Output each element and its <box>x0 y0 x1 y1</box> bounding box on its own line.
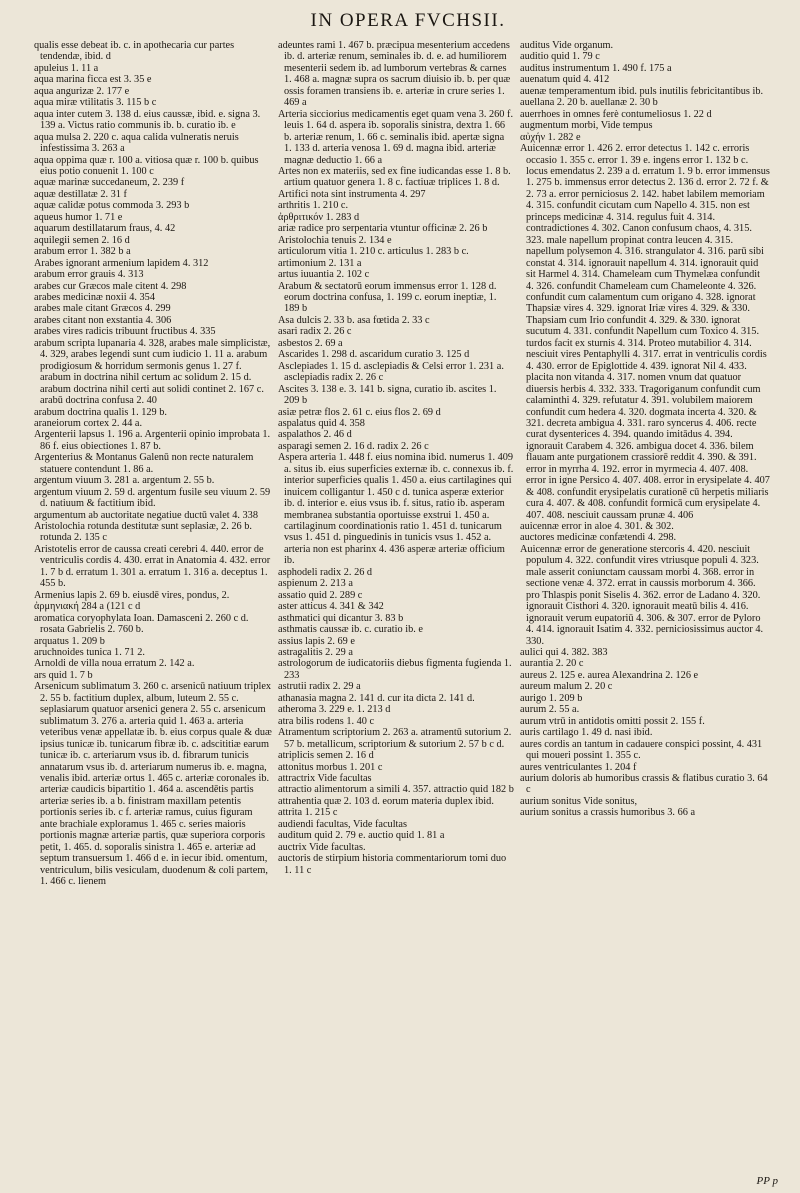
index-entry: aurium sonitus a crassis humoribus 3. 66 a <box>520 807 696 819</box>
index-entry: assius lapis 2. 69 e <box>278 635 355 647</box>
index-entry: auris cartilago 1. 49 d. nasi ibid. <box>520 727 653 739</box>
index-entry: aurum vtrū in antidotis omitti possit 2. 155 f. <box>520 715 705 727</box>
index-entry: aqua oppima quæ r. 100 a. vitiosa quæ r. 100 b. quibus eius potio conuenit 1. 100 c <box>34 154 259 177</box>
index-entry: auctores medicinæ confætendi 4. 298. <box>520 532 677 544</box>
index-entry: arabum doctrina qualis 1. 129 b. <box>34 406 167 418</box>
index-entry: asari radix 2. 26 c <box>278 326 352 338</box>
index-entry: Auicennæ error de generatione stercoris 4. 420. nesciuit populum 4. 322. confundit vires vtriusque populi 4. 323. male asserit coniunctam caussam morbi 4. 368. error in sectione venæ 4. 372. errat in caussis morborum 4. 366. pro Thlaspis ponit Siselis 4. 362. error de Ladano 4. 320. ignorauit Cisthori 4. 320. ignorauit meatū bilis 4. 416. ignorauit verum eupatoriū 4. 306. & 307. error de Pyloro 4. 414. ignorauit Isatim 4. 332. perniciosissimus auctor 4. 330. <box>520 543 764 647</box>
index-entry: asphodeli radix 2. 26 d <box>278 566 373 578</box>
index-entry: Aspera arteria 1. 448 f. eius nomina ibid. numerus 1. 409 a. situs ib. eius superficies externæ ib. c. connexus ib. f. interior superficies qualis 1. 450 a. eius cartilagines qui inuicem colligantur 1. 450 c d. tunica asperæ exterior ib. d. interior e. eius vsus ib. f. situs, ratio ib. asperam membranea substantia oportuisse exstrui 1. 450 a. cartilaginum coordinationis ratio 1. 451 d. tunicarum vsus 1. 451 d. pinguedinis in tunicis vsus 1. 452 a. arteria non est pharinx 4. 436 asperæ arteriæ officium ib. <box>278 452 514 567</box>
index-entry: athanasia magna 2. 141 d. cur ita dicta 2. 141 d. <box>278 692 475 704</box>
index-entry: audiendi facultas, Vide facultas <box>278 818 407 830</box>
index-entry: asiæ petræ flos 2. 61 c. eius flos 2. 69 d <box>278 406 441 418</box>
index-entry: ἀρθριτικόν 1. 283 d <box>278 211 360 223</box>
index-entry: aromatica coryophylata Ioan. Damasceni 2. 260 c d. rosata Gabrielis 2. 760 b. <box>34 612 249 636</box>
index-entry: Arnoldi de villa noua erratum 2. 142 a. <box>34 658 195 670</box>
index-entry: arabes citant non exstantia 4. 306 <box>34 314 172 326</box>
signature-mark: PP p <box>756 1175 778 1187</box>
index-entry: aqua mulsa 2. 220 c. aqua calida vulneratis neruis infestissima 3. 263 a <box>34 131 239 155</box>
index-columns <box>34 40 782 1168</box>
index-entry: Artes non ex materiis, sed ex fine iudicandas esse 1. 8 b. artium quatuor genera 1. 8 c. factiuæ triplices 1. 8 d. <box>278 165 511 189</box>
index-entry: argumentum ab auctoritate negatiue ductū valet 4. 338 <box>34 509 258 521</box>
index-entry: Armenius lapis 2. 69 b. eiusdē vires, pondus, 2. <box>34 589 230 601</box>
index-entry: auicennæ error in aloe 4. 301. & 302. <box>520 521 674 533</box>
index-entry: aqua angurizæ 2. 177 e <box>34 85 130 97</box>
index-entry: auditus Vide organum. <box>520 40 614 51</box>
index-entry: aqua miræ vtilitatis 3. 115 b c <box>34 97 157 109</box>
index-entry: Ascarides 1. 298 d. ascaridum curatio 3. 125 d <box>278 349 470 361</box>
index-entry: auctrix Vide facultas. <box>278 841 366 853</box>
index-entry: Atramentum scriptorium 2. 263 a. atramentū sutorium 2. 57 b. metallicum, scriptorium & sutorium 2. 57 b c d. <box>278 727 512 750</box>
index-entry: attonitus morbus 1. 201 c <box>278 761 383 773</box>
index-entry: auditio quid 1. 79 c <box>520 51 600 63</box>
index-entry: aquæ destillatæ 2. 31 f <box>34 188 127 200</box>
index-entry: ariæ radice pro serpentaria vtuntur officinæ 2. 26 b <box>278 223 488 235</box>
index-entry: atriplicis semen 2. 16 d <box>278 750 374 762</box>
index-entry: Arabes ignorant armenium lapidem 4. 312 <box>34 257 209 269</box>
index-entry: argentum viuum 2. 59 d. argentum fusile seu viuum 2. 59 d. natiuum & factitium ibid. <box>34 486 271 510</box>
index-entry: auctoris de stirpium historia commentariorum tomi duo 1. 11 c <box>278 853 507 876</box>
index-entry: atheroma 3. 229 e. 1. 213 d <box>278 704 391 716</box>
index-entry: arabum error 1. 382 b a <box>34 246 131 258</box>
index-entry: aspalathos 2. 46 d <box>278 429 352 441</box>
index-entry: asbestos 2. 69 a <box>278 337 343 349</box>
index-entry: aurantia 2. 20 c <box>520 658 584 670</box>
index-entry: Arabum & sectatorū eorum immensus error 1. 128 d. eorum doctrina confusa, 1. 199 c. eorum ineptiæ, 1. 189 b <box>278 280 497 315</box>
index-entry: aquæ marinæ succedaneum, 2. 239 f <box>34 177 185 189</box>
index-entry: qualis esse debeat ib. c. in apothecaria cur partes tendendæ, ibid. d <box>34 40 235 63</box>
index-entry: arthritis 1. 210 c. <box>278 200 349 212</box>
index-entry: auellana 2. 20 b. auellanæ 2. 30 b <box>520 97 658 109</box>
index-entry: attrahentia quæ 2. 103 d. eorum materia duplex ibid. <box>278 795 494 807</box>
index-entry: asparagi semen 2. 16 d. radix 2. 26 c <box>278 440 429 452</box>
index-entry: attractio alimentorum a simili 4. 357. attractio quid 182 b <box>278 784 514 796</box>
index-entry: Artifici nota sint instrumenta 4. 297 <box>278 188 426 200</box>
index-entry: Aristolochia tenuis 2. 134 e <box>278 234 392 246</box>
index-entry: attrita 1. 215 c <box>278 807 338 819</box>
index-entry: attractrix Vide facultas <box>278 773 372 784</box>
index-entry: arabes male citant Græcos 4. 299 <box>34 303 171 315</box>
index-entry: arabes vires radicis tribuunt fructibus 4. 335 <box>34 326 216 338</box>
index-entry: auditus instrumentum 1. 490 f. 175 a <box>520 62 672 74</box>
index-column-2 <box>278 40 514 1168</box>
index-entry: auditum quid 2. 79 e. auctio quid 1. 81 a <box>278 830 445 842</box>
index-entry: aureum malum 2. 20 c <box>520 681 613 693</box>
index-entry: aqueus humor 1. 71 e <box>34 211 123 223</box>
index-entry: Ascites 3. 138 e. 3. 141 b. signa, curatio ib. ascites 1. 209 b <box>278 383 497 407</box>
index-entry: aurum 2. 55 a. <box>520 704 580 716</box>
index-entry: arabum error grauis 4. 313 <box>34 269 144 281</box>
index-entry: aqua marina ficca est 3. 35 e <box>34 74 152 86</box>
index-entry: αὐχήν 1. 282 e <box>520 131 581 143</box>
index-entry: assatio quid 2. 289 c <box>278 589 363 601</box>
index-entry: astrologorum de iudicatoriis diebus figmenta fugienda 1. 233 <box>278 658 512 681</box>
index-column-3 <box>520 40 770 1168</box>
index-entry: aster atticus 4. 341 & 342 <box>278 601 384 613</box>
index-entry: aurium sonitus Vide sonitus, <box>520 795 638 807</box>
index-entry: argentum viuum 3. 281 a. argentum 2. 55 b. <box>34 475 215 487</box>
index-entry: asthmatis caussæ ib. c. curatio ib. e <box>278 624 423 636</box>
index-entry: adeuntes rami 1. 467 b. præcipua mesenterium accedens ib. d. arteriæ renum, seminales ib. d. e. ad humiliorem mesenterii sedem ib. ad lumborum vertebras & carnes 1. 468 a. magnæ supra os sacrum diuisio ib. b. per quæ ossis foramen transiens ib. e. arteriæ in crure series 1. 469 a <box>278 40 511 109</box>
index-entry: astragalitis 2. 29 a <box>278 647 353 659</box>
index-entry: artus iuuantia 2. 102 c <box>278 269 370 281</box>
index-entry: ἀρμηνιακή 284 a (121 c d <box>34 601 141 613</box>
index-entry: aquæ calidæ potus commoda 3. 293 b <box>34 200 190 212</box>
index-entry: artimonium 2. 131 a <box>278 257 362 269</box>
index-entry: Aristotelis error de caussa creati cerebri 4. 440. error de ventriculis cordis 4. 430. errat in Anatomia 4. 432. error 1. 7 b d. erratum 1. 301 a. erratum 1. 316 a. deceptus 1. 455 b. <box>34 543 271 590</box>
index-entry: aures ventriculantes 1. 204 f <box>520 761 637 773</box>
index-entry: aulici qui 4. 382. 383 <box>520 647 608 659</box>
index-entry: Asa dulcis 2. 33 b. asa fœtida 2. 33 c <box>278 314 430 326</box>
index-column-1 <box>34 40 272 1168</box>
index-entry: Aristolochia rotunda destitutæ sunt seplasiæ, 2. 26 b. rotunda 2. 135 c <box>34 521 252 544</box>
index-entry: Argenterius & Montanus Galenū non recte naturalem statuere contendunt 1. 86 a. <box>34 452 254 475</box>
index-entry: aurigo 1. 209 b <box>520 692 583 704</box>
index-entry: auenæ temperamentum ibid. puls inutilis febricitantibus ib. <box>520 85 764 97</box>
index-entry: araneiorum cortex 2. 44 a. <box>34 417 143 429</box>
index-entry: aspalatus quid 4. 358 <box>278 417 365 429</box>
index-entry: Asclepiades 1. 15 d. asclepiadis & Celsi error 1. 231 a. asclepiadis radix 2. 26 c <box>278 360 504 384</box>
index-entry: Auicennæ error 1. 426 2. error detectus 1. 142 c. erroris occasio 1. 355 c. error 1. 39 e. ingens error 1. 132 b c. locus emendatus 2. 239 a d. erratum 1. 9 b. error immensus 1. 275 b. immensus error detectus 2. 136 d. error 2. 72 f. & 2. 73 a. error perniciosus 2. 142. habet labilem memoriam 4. 315. confundit cicutam cum Napello 4. 315. non est princeps medicinæ 4. 314. regulus fuit 4. 314. contradictiones 4. 302. Canon confusum chaos, 4. 315. 323. male napellum propinat contra leucen 4. 315. napellum polysemon 4. 316. strangulator 4. 316. parū sibi constat 4. 314. ignorauit napellum 4. 314. ignorauit quid sit Harmel 4. 314. Chameleam cum Thymelæa confundit 4. 326. confundit Chameleam cum Chameleonte 4. 326. confundit cum calamentum cum origano 4. 328. ignorat Thapsiæ vires 4. 329. ignorat Iriæ vires 4. 329. & 330. Thapsiam cum Irio confundit 4. 329. & 330. ignorat sucutum 4. 331. confundit Napellum cum Toxico 4. 315. turdos facit ex sturnis 4. 314. Proteo mutabilior 4. 314. nesciuit vires Pentaphylli 4. 317. errat in ventriculis cordis 4. 430. error de Epiglottide 4. 439. ignorat Nil 4. 433. placita non vitanda 4. 317. nomen vnum dat quatuor diuersis herbis 4. 332. 333. Tragoriganum confundit cum calaminthi 4. 329. refutatur 4. 391. volubilem maiorem confundit cum hedera 4. 320. dogmata incerta 4. 320. & 321. decreta ambigua 4. 331. raro syncerus 4. 406. recte curat dysenterices 4. 394. quando imitādus 4. 394. ignorauit Carabem 4. 326. ambigua docet 4. 336. bilem flauam ante purgationem crassiorē reddit 4. 390. & 391. error in myrrha 4. 192. error in myrmecia 4. 407. 408. error in igne Persico 4. 407. 408. error in erysipelate 4. 407 & 408. confundit erysipelatis curationē cū herpetis miliaris cura 4. 407. & 408. confundit formicā cum erysipelate 4. 407. 408. nesciuit caussam prunæ 4. 406 <box>520 143 770 521</box>
index-entry: aurium doloris ab humoribus crassis & flatibus curatio 3. 64 c <box>520 773 768 796</box>
index-entry: aquilegii semen 2. 16 d <box>34 234 130 246</box>
index-entry: aureus 2. 125 e. aurea Alexandrina 2. 126 e <box>520 669 699 681</box>
index-entry: arabes medicinæ noxii 4. 354 <box>34 291 155 303</box>
index-entry: ars quid 1. 7 b <box>34 669 93 681</box>
index-entry: Argenterii lapsus 1. 196 a. Argenterii opinio improbata 1. 86 f. eius obiectiones 1. 87 b. <box>34 429 271 452</box>
index-entry: Arteria sicciorius medicamentis eget quam vena 3. 260 f. leuis 1. 64 d. aspera ib. soporalis sinistra, dextra 1. 66 b. arteriæ renum, 1. 66 c. seminalis ibid. apertæ signa 1. 133 d. arteria venosa 1. 69 d. magna ibid. arteriæ magnæ deductio 1. 66 a <box>278 108 514 166</box>
page-header: IN OPERA FVCHSII. <box>310 10 506 31</box>
index-entry: arquatus 1. 209 b <box>34 635 105 647</box>
index-entry: apuleius 1. 11 a <box>34 62 99 74</box>
index-entry: atra bilis rodens 1. 40 c <box>278 715 375 727</box>
index-entry: auenatum quid 4. 412 <box>520 74 610 86</box>
index-entry: aruchnoides tunica 1. 71 2. <box>34 647 145 659</box>
index-entry: astrutii radix 2. 29 a <box>278 681 361 693</box>
index-entry: arabum scripta lupanaria 4. 328, arabes male simplicistæ, 4. 329, arabes legendi sunt cum iudicio 1. 11 a. arabum prodigiosum & horridum sermonis genus 1. 27 f. arabum in doctrina nihil certum ac solidum 2. 15 d. arabum doctrina nihil certi aut solidi continet 2. 167 c. arabū doctrina confusa 2. 40 <box>34 337 271 407</box>
index-entry: articulorum vitia 1. 210 c. articulus 1. 283 b c. <box>278 246 469 258</box>
index-entry: aqua inter cutem 3. 138 d. eius caussæ, ibid. e. signa 3. 139 a. Victus ratio communis ib. b. curatio ib. e <box>34 108 261 132</box>
index-entry: aspienum 2. 213 a <box>278 578 353 590</box>
index-entry: Arsenicum sublimatum 3. 260 c. arsenicū natiuum triplex 2. 55 b. factitium duplex, album, luteum 2. 55 c. seplasiarum quatuor arsenici genera 2. 55 c. arsenicum sublimatum 3. 276 a. arteria quid 1. 463 a. arteria veteribus venæ appellatæ ib. b. eius corpus quale & duæ ipsius tunicæ ib. tunicarum fibræ ib. c. adscititiæ earum tunicæ ib. c. arteriarum vsus ib. d. fibrarum tunicis annatarum vsus ib. d. arteriarum numerus ib. e. magna, venalis ibid. arteriæ ortus 1. 465 c. arteriæ coronales ib. arteriæ caudicis bipartitio 1. 464 a. ascendētis partis arteriæ series ib. a b. finistram maxillam petentis portionis series ib. c f. arteriæ ramus, cuius figuram ante brachiale exploramus 1. 465 c. series maioris portionis magnæ arteriæ partis, quæ superiora corporis petit, 1. 465. d. soporalis sinistra 1. 465 e. arteriæ ad septum transuersum 1. 466 d e. in iecur ibid. omentum, ventriculum, bilis vesiculam, duodenum & coli partem, 1. 466 c. lienem <box>34 681 272 888</box>
index-entry: arabes cur Græcos male citent 4. 298 <box>34 280 187 292</box>
index-entry: asthmatici qui dicantur 3. 83 b <box>278 612 404 624</box>
index-entry: auerrhoes in omnes ferè contumeliosus 1. 22 d <box>520 108 712 120</box>
index-entry: augmentum morbi, Vide tempus <box>520 120 653 132</box>
index-entry: aquarum destillatarum fraus, 4. 42 <box>34 223 176 235</box>
index-entry: aures cordis an tantum in cadauere conspici possint, 4. 431 qui moueri possint 1. 355 c. <box>520 738 763 762</box>
